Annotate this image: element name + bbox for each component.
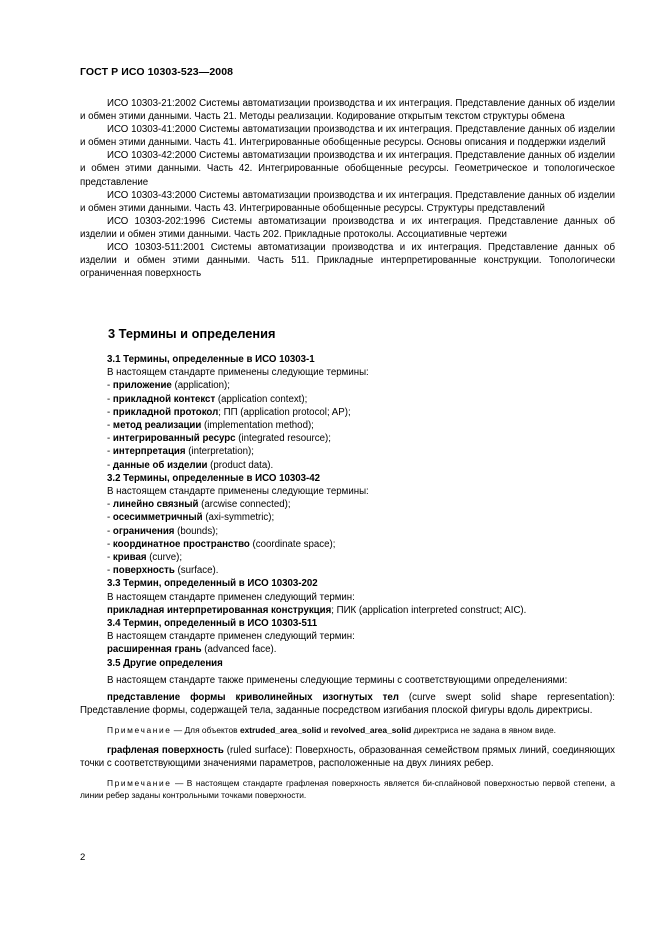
term-name: координатное пространство bbox=[112, 538, 250, 550]
term-item bbox=[107, 643, 615, 656]
term-name: расширенная грань bbox=[107, 644, 202, 656]
definition-text: (ruled surface): Поверхность, образованная семейством прямых линий, соединяющих точки с соответствующими значениями параметров, расположенные на двух линиях ребер. bbox=[80, 745, 615, 770]
term-item: - осесимметричный (axi-symmetric); bbox=[107, 512, 275, 524]
note-label: Примечание bbox=[107, 724, 172, 735]
definition-curve-swept-solid bbox=[80, 691, 615, 717]
term-item: - данные об изделии (product data). bbox=[107, 459, 274, 471]
entity-name: revolved_area_solid bbox=[330, 724, 412, 735]
term-name: приложение bbox=[112, 380, 172, 392]
reference-item: ИСО 10303-511:2001 Системы автоматизации производства и их интеграция. Представление данных об изделии и обмен этими данными. Часть 511. Прикладные интерпретированные конструкции. Топологически ограниченная поверхность bbox=[80, 242, 615, 280]
page-number: 2 bbox=[80, 852, 86, 863]
term-name: прикладной протокол bbox=[112, 406, 219, 418]
entity-name: extruded_area_solid bbox=[239, 724, 322, 735]
term-translation: (advanced face). bbox=[201, 644, 277, 656]
term-name: осесимметричный bbox=[112, 512, 203, 524]
term-item: - интерпретация (interpretation); bbox=[107, 446, 254, 458]
term-name: графленая поверхность bbox=[107, 745, 224, 757]
subsection-intro: В настоящем стандарте применены следующие термины: bbox=[107, 486, 369, 498]
term-name: представление формы криволинейных изогнутых тел bbox=[107, 692, 399, 704]
subsection-intro: В настоящем стандарте также применены следующие термины с соответствующими определениями: bbox=[107, 675, 568, 686]
section-title: 3 Термины и определения bbox=[108, 326, 276, 341]
subsection-intro: В настоящем стандарте применен следующий термин: bbox=[107, 591, 355, 603]
note-text: — Для объектов bbox=[171, 724, 240, 735]
note-text: директриса не задана в явном виде. bbox=[411, 724, 556, 735]
definition-ruled-surface bbox=[80, 744, 615, 770]
normative-references bbox=[80, 97, 615, 280]
other-definitions bbox=[80, 674, 615, 802]
term-name: данные об изделии bbox=[112, 459, 208, 471]
term-item: - прикладной контекст (application context); bbox=[107, 393, 308, 405]
term-name: интерпретация bbox=[112, 446, 186, 458]
term-item: - поверхность (surface). bbox=[107, 565, 219, 577]
term-item: - кривая (curve); bbox=[107, 552, 183, 564]
term-translation: (coordinate space); bbox=[249, 538, 336, 550]
term-translation: (application context); bbox=[215, 393, 308, 405]
term-translation: (application); bbox=[171, 380, 230, 392]
term-item: - координатное пространство (coordinate space); bbox=[107, 538, 336, 550]
reference-item: ИСО 10303-43:2000 Системы автоматизации производства и их интеграция. Представление данных об изделии и обмен этими данными. Часть 43. Интегрированные обобщенные ресурсы. Структуры представлений bbox=[80, 189, 615, 214]
subsection-title-3-1: 3.1 Термины, определенные в ИСО 10303-1 bbox=[107, 354, 315, 365]
term-name: интегрированный ресурс bbox=[112, 433, 236, 445]
subsection-title-3-3: 3.3 Термин, определенный в ИСО 10303-202 bbox=[107, 578, 318, 590]
term-name: поверхность bbox=[112, 565, 175, 577]
term-name: прикладная интерпретированная конструкция bbox=[107, 604, 332, 616]
term-translation: (surface). bbox=[174, 565, 219, 577]
term-translation: ; ПП (application protocol; AP); bbox=[218, 406, 351, 418]
term-translation: (integrated resource); bbox=[235, 433, 331, 445]
term-translation: ; ПИК (application interpreted construct; AIC). bbox=[331, 604, 527, 616]
term-name: линейно связный bbox=[112, 499, 199, 511]
term-name: метод реализации bbox=[112, 420, 202, 432]
subsection-intro: В настоящем стандарте применен следующий термин: bbox=[107, 631, 355, 643]
term-translation: (axi-symmetric); bbox=[202, 512, 275, 524]
term-name: прикладной контекст bbox=[112, 393, 216, 405]
reference-item: ИСО 10303-21:2002 Системы автоматизации производства и их интеграция. Представление данных об изделии и обмен этими данными. Часть 21. Методы реализации. Кодирование открытым текстом структуры обмена bbox=[80, 98, 615, 123]
subsection-title-3-5: 3.5 Другие определения bbox=[107, 657, 223, 669]
term-translation: (interpretation); bbox=[185, 446, 254, 458]
note-2 bbox=[80, 777, 615, 802]
note-label: Примечание bbox=[107, 777, 172, 788]
term-item bbox=[107, 604, 615, 617]
reference-item: ИСО 10303-202:1996 Системы автоматизации производства и их интеграция. Представление данных об изделии и обмен этими данными. Часть 202. Прикладные протоколы. Ассоциативные чертежи bbox=[80, 215, 615, 240]
term-translation: (curve); bbox=[146, 552, 183, 564]
term-item: - линейно связный (arcwise connected); bbox=[107, 499, 291, 511]
term-item: - ограничения (bounds); bbox=[107, 525, 219, 537]
term-translation: (implementation method); bbox=[201, 420, 314, 432]
reference-item: ИСО 10303-42:2000 Системы автоматизации производства и их интеграция. Представление данных об изделии и обмен этими данными. Часть 42. Интегрированные обобщенные ресурсы. Геометрическое и топологическое представление bbox=[80, 150, 615, 188]
term-item: - интегрированный ресурс (integrated resource); bbox=[107, 433, 331, 445]
term-item: - метод реализации (implementation method); bbox=[107, 420, 314, 432]
subsection-intro: В настоящем стандарте применены следующие термины: bbox=[107, 367, 369, 379]
note-text: и bbox=[321, 724, 331, 735]
reference-item: ИСО 10303-41:2000 Системы автоматизации производства и их интеграция. Представление данных об изделии и обмен этими данными. Часть 41. Интегрированные обобщенные ресурсы. Основы описания и поддержки изделий bbox=[80, 124, 615, 149]
definition-text: (curve swept solid shape representation): Представление формы, содержащей тела, заданные посредством изгибания плоской фигуры вдоль директрисы. bbox=[80, 692, 615, 717]
term-translation: (bounds); bbox=[174, 525, 219, 537]
note-text: — В настоящем стандарте графленая поверхность является би-сплайновой поверхностью первой степени, а линии ребер заданы контрольными точками поверхности. bbox=[80, 777, 615, 801]
term-item: - приложение (application); bbox=[107, 380, 230, 392]
term-translation: (product data). bbox=[207, 459, 274, 471]
subsection-title-3-4: 3.4 Термин, определенный в ИСО 10303-511 bbox=[107, 618, 318, 630]
subsection-title-3-2: 3.2 Термины, определенные в ИСО 10303-42 bbox=[107, 472, 321, 484]
term-translation: (arcwise connected); bbox=[198, 499, 291, 511]
term-name: ограничения bbox=[112, 525, 175, 537]
note-1 bbox=[80, 724, 615, 737]
terms-list bbox=[107, 353, 615, 670]
term-name: кривая bbox=[112, 552, 147, 564]
document-header: ГОСТ Р ИСО 10303-523—2008 bbox=[80, 66, 234, 78]
term-item: - прикладной протокол; ПП (application protocol; AP); bbox=[107, 406, 351, 418]
